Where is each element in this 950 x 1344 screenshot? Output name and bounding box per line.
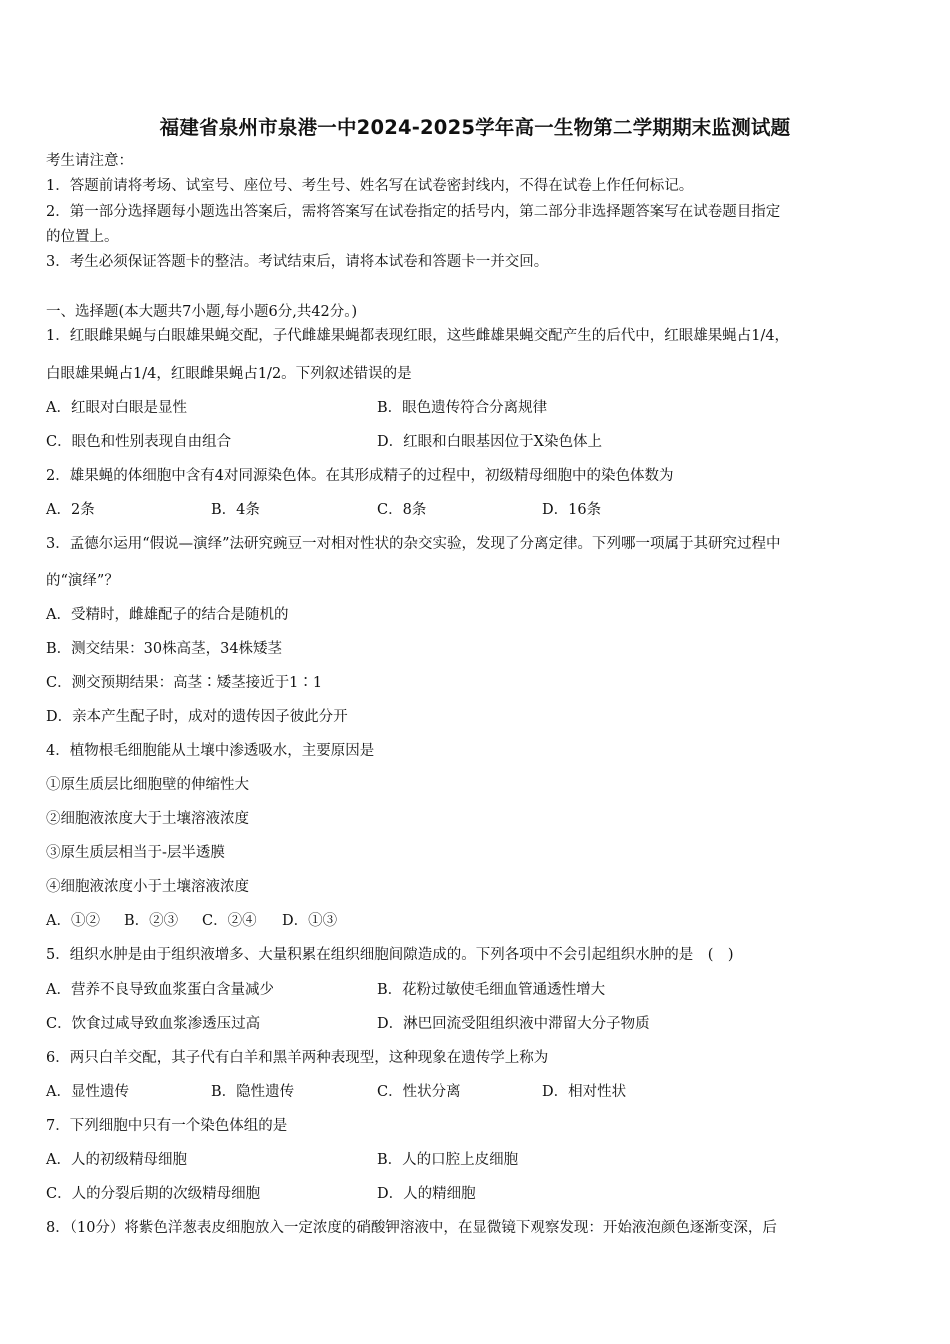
q7-option-a: A．人的初级精母细胞 <box>46 1152 187 1168</box>
q6-option-c: C．性状分离 <box>377 1084 461 1100</box>
q1-option-a: A．红眼对白眼是显性 <box>46 400 187 416</box>
q5-option-b: B．花粉过敏使毛细血管通透性增大 <box>377 982 606 998</box>
question-1-stem: 1．红眼雌果蝇与白眼雄果蝇交配，子代雌雄果蝇都表现红眼，这些雌雄果蝇交配产生的后代中，红眼雄果蝇占1/4， <box>46 328 790 344</box>
question-7-stem: 7．下列细胞中只有一个染色体组的是 <box>46 1118 288 1134</box>
q4-option-a: A．①② <box>46 913 100 929</box>
q1-option-c: C．眼色和性别表现自由组合 <box>46 434 232 450</box>
q6-option-d: D．相对性状 <box>542 1084 627 1100</box>
q4-statement-4: ④细胞液浓度小于土壤溶液浓度 <box>46 879 249 895</box>
notice-item: 1．答题前请将考场、试室号、座位号、考生号、姓名写在试卷密封线内，不得在试卷上作任何标记。 <box>46 178 694 194</box>
q4-option-c: C．②④ <box>202 913 257 929</box>
question-3-stem-cont: 的“演绎”？ <box>46 573 119 589</box>
section-heading: 一、选择题(本大题共7小题,每小题6分,共42分。) <box>46 304 358 320</box>
q7-option-d: D．人的精细胞 <box>377 1186 476 1202</box>
page-title: 福建省泉州市泉港一中2024-2025学年高一生物第二学期期末监测试题 <box>159 116 791 139</box>
q4-option-b: B．②③ <box>124 913 179 929</box>
q2-option-b: B．4条 <box>211 502 260 518</box>
question-1-stem-cont: 白眼雄果蝇占1/4，红眼雌果蝇占1/2。下列叙述错误的是 <box>46 366 412 382</box>
q2-option-c: C．8条 <box>377 502 427 518</box>
notice-item: 的位置上。 <box>46 229 119 245</box>
q6-option-a: A．显性遗传 <box>46 1084 129 1100</box>
q2-option-d: D．16条 <box>542 502 602 518</box>
question-4-stem: 4．植物根毛细胞能从土壤中渗透吸水，主要原因是 <box>46 743 375 759</box>
q1-option-b: B．眼色遗传符合分离规律 <box>377 400 548 416</box>
question-8-stem: 8．（10分）将紫色洋葱表皮细胞放入一定浓度的硝酸钾溶液中，在显微镜下观察发现：开始液泡颜色逐渐变深，后 <box>46 1220 777 1236</box>
q4-statement-3: ③原生质层相当于-层半透膜 <box>46 845 225 861</box>
q5-option-d: D．淋巴回流受阻组织液中滞留大分子物质 <box>377 1016 650 1032</box>
q3-option-a: A．受精时，雌雄配子的结合是随机的 <box>46 607 289 623</box>
q4-statement-2: ②细胞液浓度大于土壤溶液浓度 <box>46 811 249 827</box>
q5-option-a: A．营养不良导致血浆蛋白含量减少 <box>46 982 274 998</box>
q7-option-c: C．人的分裂后期的次级精母细胞 <box>46 1186 261 1202</box>
question-6-stem: 6．两只白羊交配，其子代有白羊和黑羊两种表现型，这种现象在遗传学上称为 <box>46 1050 549 1066</box>
q3-option-d: D．亲本产生配子时，成对的遗传因子彼此分开 <box>46 709 348 725</box>
q6-option-b: B．隐性遗传 <box>211 1084 295 1100</box>
notice-heading: 考生请注意： <box>46 153 133 169</box>
question-2-stem: 2．雄果蝇的体细胞中含有4对同源染色体。在其形成精子的过程中，初级精母细胞中的染色体数为 <box>46 468 674 484</box>
q4-statement-1: ①原生质层比细胞壁的伸缩性大 <box>46 777 249 793</box>
notice-item: 2．第一部分选择题每小题选出答案后，需将答案写在试卷指定的括号内，第二部分非选择题答案写在试卷题目指定 <box>46 204 781 220</box>
question-3-stem: 3．孟德尔运用“假说—演绎”法研究豌豆一对相对性状的杂交实验，发现了分离定律。下列哪一项属于其研究过程中 <box>46 536 781 552</box>
question-5-stem: 5．组织水肿是由于组织液增多、大量积累在组织细胞间隙造成的。下列各项中不会引起组织水肿的是 ( ) <box>46 947 734 963</box>
q3-option-b: B．测交结果：30株高茎，34株矮茎 <box>46 641 283 657</box>
notice-item: 3．考生必须保证答题卡的整洁。考试结束后，请将本试卷和答题卡一并交回。 <box>46 254 549 270</box>
q5-option-c: C．饮食过咸导致血浆渗透压过高 <box>46 1016 261 1032</box>
q4-option-d: D．①③ <box>282 913 338 929</box>
q2-option-a: A．2条 <box>46 502 95 518</box>
q3-option-c: C．测交预期结果：高茎∶矮茎接近于1∶1 <box>46 675 323 691</box>
q1-option-d: D．红眼和白眼基因位于X染色体上 <box>377 434 602 450</box>
q7-option-b: B．人的口腔上皮细胞 <box>377 1152 519 1168</box>
